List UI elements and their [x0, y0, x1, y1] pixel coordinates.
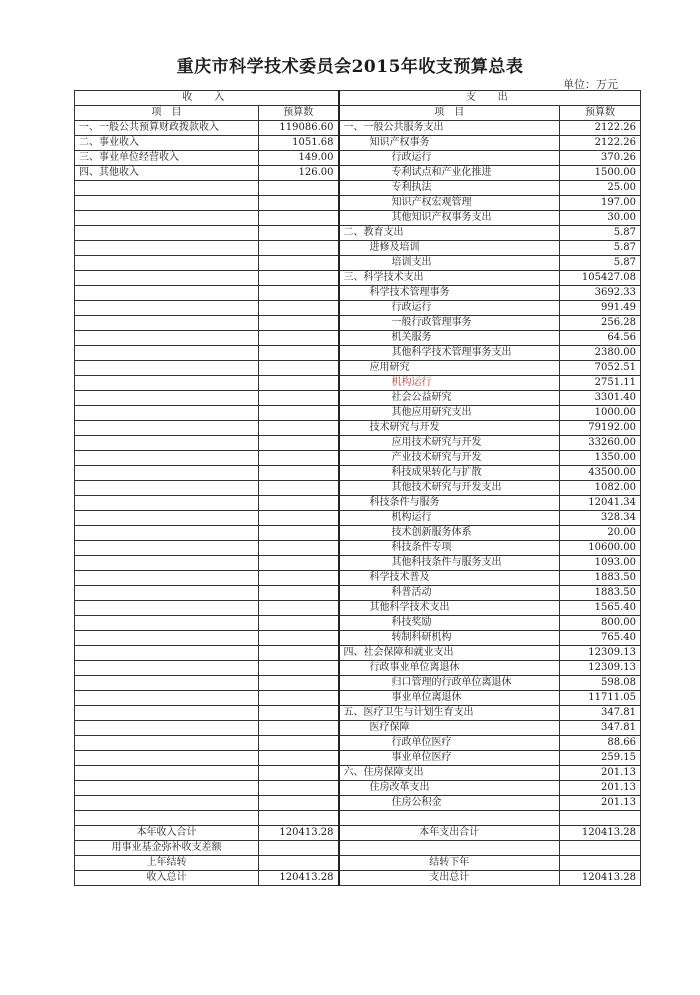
expense-amount-cell: 201.13	[560, 766, 641, 781]
income-amount-cell	[259, 271, 339, 286]
income-amount-cell	[259, 196, 339, 211]
income-item-cell	[75, 181, 259, 196]
expense-item-cell: 五、医疗卫生与计划生育支出	[339, 706, 560, 721]
expense-amount-cell: 3692.33	[560, 286, 641, 301]
footer-income-amount: 120413.28	[259, 826, 339, 841]
income-item-cell	[75, 721, 259, 736]
expense-item-header: 项 目	[339, 106, 560, 121]
expense-item-cell: 其他科学技术管理事务支出	[339, 346, 560, 361]
income-item-cell: 三、事业单位经营收入	[75, 151, 259, 166]
income-amount-cell	[259, 481, 339, 496]
income-item-cell	[75, 196, 259, 211]
income-item-cell	[75, 646, 259, 661]
income-amount-cell	[259, 721, 339, 736]
table-row	[75, 751, 641, 766]
expense-item-cell: 其他应用研究支出	[339, 406, 560, 421]
footer-expense-label: 结转下年	[339, 856, 560, 871]
income-amount-cell	[259, 766, 339, 781]
table-row	[75, 781, 641, 796]
footer-income-label: 本年收入合计	[75, 826, 259, 841]
table-row	[75, 211, 641, 226]
blank-cell	[339, 811, 560, 826]
footer-expense-label: 本年支出合计	[339, 826, 560, 841]
expense-item-cell: 其他知识产权事务支出	[339, 211, 560, 226]
expense-item-cell: 行政单位医疗	[339, 736, 560, 751]
income-amount-cell	[259, 796, 339, 811]
table-row	[75, 196, 641, 211]
table-row	[75, 136, 641, 151]
expense-amount-cell: 765.40	[560, 631, 641, 646]
expense-item-cell: 其他科学技术支出	[339, 601, 560, 616]
expense-item-cell: 科技奖励	[339, 616, 560, 631]
expense-item-cell: 四、社会保障和就业支出	[339, 646, 560, 661]
table-row	[75, 376, 641, 391]
table-row	[75, 436, 641, 451]
footer-expense-amount	[560, 856, 641, 871]
expense-item-cell: 行政事业单位离退休	[339, 661, 560, 676]
income-item-cell	[75, 541, 259, 556]
income-amount-cell	[259, 601, 339, 616]
expense-item-cell: 一、一般公共服务支出	[339, 121, 560, 136]
footer-income-label: 用事业基金弥补收支差额	[75, 841, 259, 856]
expense-amount-cell: 2122.26	[560, 136, 641, 151]
income-amount-cell	[259, 331, 339, 346]
expense-item-cell: 培训支出	[339, 256, 560, 271]
expense-amount-cell: 1883.50	[560, 586, 641, 601]
income-item-cell	[75, 616, 259, 631]
income-amount-cell	[259, 526, 339, 541]
expense-item-cell: 应用研究	[339, 361, 560, 376]
table-row	[75, 526, 641, 541]
table-row	[75, 616, 641, 631]
income-item-cell	[75, 466, 259, 481]
expense-item-cell: 知识产权宏观管理	[339, 196, 560, 211]
expense-item-cell: 技术创新服务体系	[339, 526, 560, 541]
reserve-row	[75, 841, 641, 856]
table-row	[75, 271, 641, 286]
income-amount-cell	[259, 451, 339, 466]
expense-item-cell: 专利试点和产业化推进	[339, 166, 560, 181]
blank-cell	[259, 811, 339, 826]
budget-table	[74, 90, 641, 886]
income-item-cell	[75, 391, 259, 406]
expense-item-cell: 科普活动	[339, 586, 560, 601]
table-row	[75, 301, 641, 316]
income-amount-cell	[259, 616, 339, 631]
income-amount-cell: 126.00	[259, 166, 339, 181]
expense-item-cell: 事业单位医疗	[339, 751, 560, 766]
table-row	[75, 361, 641, 376]
income-amount-cell	[259, 571, 339, 586]
expense-amount-cell: 5.87	[560, 226, 641, 241]
footer-income-label: 上年结转	[75, 856, 259, 871]
expense-amount-cell: 201.13	[560, 796, 641, 811]
income-item-cell	[75, 496, 259, 511]
income-amount-cell	[259, 241, 339, 256]
expense-amount-cell: 800.00	[560, 616, 641, 631]
expense-amount-cell: 64.56	[560, 331, 641, 346]
income-item-cell	[75, 451, 259, 466]
year-total-row	[75, 826, 641, 841]
expense-item-cell: 归口管理的行政单位离退休	[339, 676, 560, 691]
grand-total-row	[75, 871, 641, 886]
expense-amount-cell: 12309.13	[560, 646, 641, 661]
expense-item-cell: 科技条件专项	[339, 541, 560, 556]
expense-item-cell: 其他技术研究与开发支出	[339, 481, 560, 496]
income-item-cell	[75, 241, 259, 256]
expense-amount-cell: 1500.00	[560, 166, 641, 181]
expense-amount-cell: 105427.08	[560, 271, 641, 286]
expense-amount-cell: 201.13	[560, 781, 641, 796]
income-item-cell	[75, 256, 259, 271]
income-amount-cell	[259, 736, 339, 751]
expense-amount-cell: 2122.26	[560, 121, 641, 136]
income-item-cell	[75, 736, 259, 751]
income-item-cell	[75, 661, 259, 676]
table-row	[75, 571, 641, 586]
income-amount-cell	[259, 286, 339, 301]
footer-expense-label	[339, 841, 560, 856]
expense-amount-cell: 370.26	[560, 151, 641, 166]
income-item-cell	[75, 601, 259, 616]
income-item-cell	[75, 556, 259, 571]
income-item-cell	[75, 301, 259, 316]
table-row	[75, 706, 641, 721]
expense-amount-cell: 347.81	[560, 706, 641, 721]
expense-amount-cell: 12041.34	[560, 496, 641, 511]
expense-amount-cell: 10600.00	[560, 541, 641, 556]
footer-expense-label: 支出总计	[339, 871, 560, 886]
expense-item-cell: 事业单位离退休	[339, 691, 560, 706]
table-row	[75, 541, 641, 556]
income-item-cell	[75, 571, 259, 586]
expense-item-cell: 住房公积金	[339, 796, 560, 811]
income-amount-cell	[259, 376, 339, 391]
expense-item-cell: 机构运行	[339, 511, 560, 526]
balance-row	[75, 856, 641, 871]
table-row	[75, 256, 641, 271]
income-amount-cell	[259, 691, 339, 706]
income-item-cell	[75, 331, 259, 346]
table-row	[75, 511, 641, 526]
income-amount-cell: 119086.60	[259, 121, 339, 136]
expense-item-cell: 科学技术普及	[339, 571, 560, 586]
table-row	[75, 466, 641, 481]
income-amount-cell	[259, 511, 339, 526]
income-item-cell	[75, 346, 259, 361]
footer-income-amount	[259, 841, 339, 856]
table-row	[75, 661, 641, 676]
table-row	[75, 166, 641, 181]
income-amount-cell	[259, 781, 339, 796]
table-row	[75, 346, 641, 361]
expense-amount-cell: 88.66	[560, 736, 641, 751]
income-item-cell	[75, 211, 259, 226]
income-amount-cell: 149.00	[259, 151, 339, 166]
expense-amount-cell: 1093.00	[560, 556, 641, 571]
expense-item-cell: 三、科学技术支出	[339, 271, 560, 286]
income-amount-cell	[259, 496, 339, 511]
table-row	[75, 631, 641, 646]
income-item-cell	[75, 226, 259, 241]
table-row	[75, 421, 641, 436]
expense-amount-cell: 20.00	[560, 526, 641, 541]
expense-item-cell: 一般行政管理事务	[339, 316, 560, 331]
expense-amount-cell: 5.87	[560, 256, 641, 271]
income-item-cell: 一、一般公共预算财政拨款收入	[75, 121, 259, 136]
section-header-row	[75, 91, 641, 106]
expense-amount-cell: 25.00	[560, 181, 641, 196]
income-amount-cell	[259, 316, 339, 331]
income-item-cell	[75, 766, 259, 781]
expense-item-cell: 应用技术研究与开发	[339, 436, 560, 451]
unit-label: 单位：万元	[563, 78, 618, 91]
expense-amount-cell: 1082.00	[560, 481, 641, 496]
expense-amount-cell: 11711.05	[560, 691, 641, 706]
footer-expense-amount	[560, 841, 641, 856]
income-item-header: 项 目	[75, 106, 259, 121]
income-amount-cell	[259, 556, 339, 571]
income-amount-cell	[259, 436, 339, 451]
income-item-cell	[75, 316, 259, 331]
table-row	[75, 226, 641, 241]
expense-item-cell: 产业技术研究与开发	[339, 451, 560, 466]
column-header-row	[75, 106, 641, 121]
expense-item-cell: 其他科技条件与服务支出	[339, 556, 560, 571]
income-item-cell: 四、其他收入	[75, 166, 259, 181]
footer-expense-amount: 120413.28	[560, 871, 641, 886]
blank-cell	[560, 811, 641, 826]
table-row	[75, 451, 641, 466]
expense-amount-cell: 7052.51	[560, 361, 641, 376]
income-item-cell	[75, 436, 259, 451]
income-amount-cell	[259, 676, 339, 691]
table-row	[75, 556, 641, 571]
income-item-cell	[75, 271, 259, 286]
expense-item-cell: 专利执法	[339, 181, 560, 196]
expense-amount-cell: 79192.00	[560, 421, 641, 436]
income-amount-cell	[259, 631, 339, 646]
income-amount-header: 预算数	[259, 106, 339, 121]
blank-cell	[75, 811, 259, 826]
expense-amount-cell: 43500.00	[560, 466, 641, 481]
expense-amount-cell: 2380.00	[560, 346, 641, 361]
expense-amount-cell: 259.15	[560, 751, 641, 766]
expense-amount-cell: 2751.11	[560, 376, 641, 391]
table-row	[75, 766, 641, 781]
income-item-cell: 二、事业收入	[75, 136, 259, 151]
income-item-cell	[75, 286, 259, 301]
income-amount-cell	[259, 181, 339, 196]
expense-amount-cell: 347.81	[560, 721, 641, 736]
income-item-cell	[75, 751, 259, 766]
expense-amount-cell: 1565.40	[560, 601, 641, 616]
table-row	[75, 691, 641, 706]
income-amount-cell	[259, 706, 339, 721]
table-row	[75, 646, 641, 661]
table-row	[75, 406, 641, 421]
footer-income-amount: 120413.28	[259, 871, 339, 886]
expense-amount-cell: 33260.00	[560, 436, 641, 451]
income-amount-cell	[259, 301, 339, 316]
table-row	[75, 151, 641, 166]
table-row	[75, 241, 641, 256]
expense-amount-header: 预算数	[560, 106, 641, 121]
table-row	[75, 736, 641, 751]
expense-amount-cell: 991.49	[560, 301, 641, 316]
expense-item-cell: 知识产权事务	[339, 136, 560, 151]
footer-income-amount	[259, 856, 339, 871]
expense-item-cell: 住房改革支出	[339, 781, 560, 796]
income-amount-cell	[259, 211, 339, 226]
income-item-cell	[75, 511, 259, 526]
table-row	[75, 481, 641, 496]
table-row	[75, 391, 641, 406]
table-row	[75, 181, 641, 196]
expense-amount-cell: 1350.00	[560, 451, 641, 466]
expense-item-cell: 六、住房保障支出	[339, 766, 560, 781]
income-amount-cell	[259, 391, 339, 406]
expense-amount-cell: 30.00	[560, 211, 641, 226]
blank-row	[75, 811, 641, 826]
expense-amount-cell: 328.34	[560, 511, 641, 526]
income-item-cell	[75, 691, 259, 706]
income-item-cell	[75, 526, 259, 541]
table-row	[75, 316, 641, 331]
income-item-cell	[75, 361, 259, 376]
income-amount-cell	[259, 661, 339, 676]
income-amount-cell	[259, 361, 339, 376]
expense-item-cell: 行政运行	[339, 151, 560, 166]
income-amount-cell	[259, 406, 339, 421]
income-amount-cell	[259, 226, 339, 241]
table-row	[75, 286, 641, 301]
income-item-cell	[75, 376, 259, 391]
income-item-cell	[75, 631, 259, 646]
footer-expense-amount: 120413.28	[560, 826, 641, 841]
footer-income-label: 收入总计	[75, 871, 259, 886]
income-item-cell	[75, 676, 259, 691]
expense-amount-cell: 12309.13	[560, 661, 641, 676]
expense-amount-cell: 598.08	[560, 676, 641, 691]
expense-item-cell: 进修及培训	[339, 241, 560, 256]
expense-item-cell: 二、教育支出	[339, 226, 560, 241]
income-amount-cell	[259, 256, 339, 271]
table-row	[75, 721, 641, 736]
expense-item-cell: 机关服务	[339, 331, 560, 346]
income-item-cell	[75, 796, 259, 811]
expense-amount-cell: 1000.00	[560, 406, 641, 421]
expense-item-cell: 技术研究与开发	[339, 421, 560, 436]
income-amount-cell	[259, 541, 339, 556]
income-item-cell	[75, 781, 259, 796]
expense-amount-cell: 256.28	[560, 316, 641, 331]
expense-amount-cell: 5.87	[560, 241, 641, 256]
expense-item-cell: 社会公益研究	[339, 391, 560, 406]
income-item-cell	[75, 481, 259, 496]
table-row	[75, 601, 641, 616]
table-row	[75, 796, 641, 811]
table-row	[75, 331, 641, 346]
expense-item-cell: 科技成果转化与扩散	[339, 466, 560, 481]
income-amount-cell	[259, 346, 339, 361]
income-amount-cell	[259, 466, 339, 481]
expense-item-cell: 行政运行	[339, 301, 560, 316]
income-item-cell	[75, 706, 259, 721]
expense-item-cell: 科技条件与服务	[339, 496, 560, 511]
page-title: 重庆市科学技术委员会2015年收支预算总表	[176, 57, 524, 77]
expense-amount-cell: 1883.50	[560, 571, 641, 586]
table-row	[75, 676, 641, 691]
expense-item-cell: 医疗保障	[339, 721, 560, 736]
expense-item-cell: 科学技术管理事务	[339, 286, 560, 301]
income-amount-cell	[259, 421, 339, 436]
income-amount-cell	[259, 586, 339, 601]
expense-item-cell: 机构运行	[339, 376, 560, 391]
income-item-cell	[75, 586, 259, 601]
income-amount-cell	[259, 646, 339, 661]
expense-amount-cell: 197.00	[560, 196, 641, 211]
income-item-cell	[75, 406, 259, 421]
expense-amount-cell: 3301.40	[560, 391, 641, 406]
income-amount-cell: 1051.68	[259, 136, 339, 151]
income-section-header: 收 入	[75, 91, 339, 106]
income-amount-cell	[259, 751, 339, 766]
income-item-cell	[75, 421, 259, 436]
expense-section-header: 支 出	[339, 91, 641, 106]
table-row	[75, 121, 641, 136]
expense-item-cell: 转制科研机构	[339, 631, 560, 646]
table-row	[75, 496, 641, 511]
table-row	[75, 586, 641, 601]
